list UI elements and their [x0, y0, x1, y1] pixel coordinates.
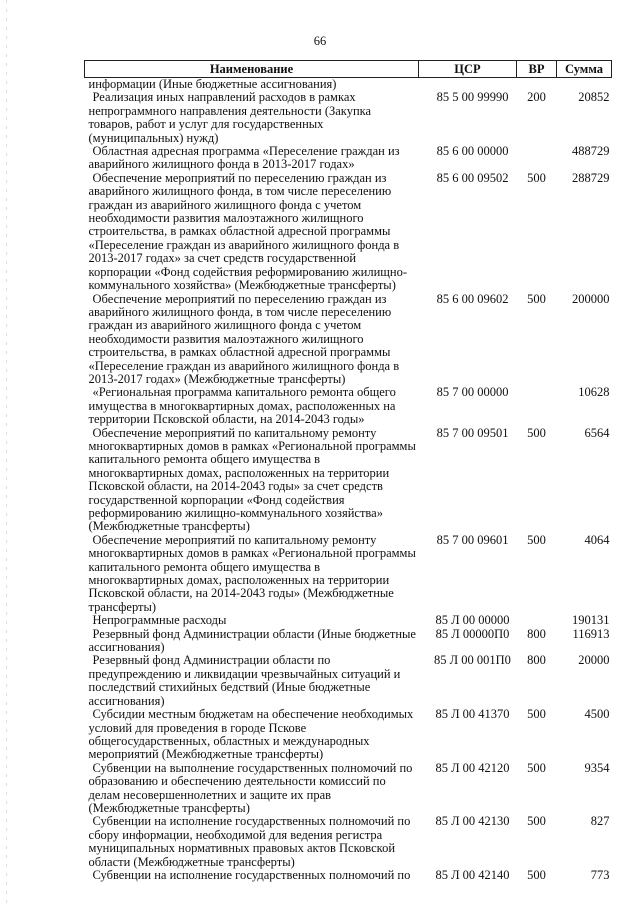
row-csr: 85 7 00 09501 — [436, 425, 509, 440]
row-sum: 10628 — [578, 385, 610, 400]
table-row — [85, 762, 612, 816]
row-csr: 85 5 00 99990 — [436, 90, 509, 105]
table-row — [85, 628, 612, 655]
table-body — [85, 78, 612, 883]
table-row — [85, 386, 612, 426]
row-sum: 488729 — [572, 144, 610, 159]
row-name: Субвенции на исполнение государственных полномочий по — [92, 867, 411, 882]
table-row — [85, 534, 612, 614]
row-name: Непрограммные расходы — [92, 613, 227, 628]
row-csr — [419, 78, 517, 92]
row-sum: 20852 — [578, 90, 610, 105]
row-csr: 85 Л 00 42130 — [435, 814, 510, 829]
row-sum: 827 — [590, 814, 610, 829]
table-row — [85, 293, 612, 387]
table-row — [85, 614, 612, 627]
row-name: «Региональная программа капитального ремонта общего имущества в многоквартирных домах, расположенных на территории Псковской области, на 2014-2043 годы» — [88, 385, 396, 427]
row-sum: 116913 — [572, 626, 610, 641]
table-row — [85, 427, 612, 534]
row-csr: 85 6 00 09602 — [436, 291, 509, 306]
row-sum: 200000 — [572, 291, 610, 306]
row-sum: 9354 — [584, 760, 610, 775]
row-csr: 85 6 00 00000 — [436, 144, 509, 159]
budget-table — [84, 60, 612, 882]
table-header-row — [85, 61, 612, 78]
row-csr: 85 Л 00 41370 — [435, 707, 510, 722]
row-vr: 200 — [527, 90, 546, 105]
row-vr — [517, 386, 557, 426]
row-name: Субсидии местным бюджетам на обеспечение необходимых условий для проведения в городе Пскове общегосударственных, областных и международных мероприятий (Межбюджетные трансферты) — [88, 707, 414, 762]
budget-table-container — [84, 60, 611, 882]
page-number: 66 — [313, 34, 327, 48]
row-vr — [517, 78, 557, 92]
row-sum: 288729 — [572, 170, 610, 185]
header-name: Наименование — [85, 61, 419, 78]
row-vr — [517, 614, 557, 627]
row-name: Обеспечение мероприятий по капитальному ремонту многоквартирных домов в рамках «Региональной программы капитального ремонта общего имущества в многоквартирных домах, расположенных на территории Псковской области, на 2014-2043 годы» (Межбюджетные трансферты) — [88, 532, 416, 614]
table-row — [85, 172, 612, 293]
row-name: информации (Иные бюджетные ассигнования) — [88, 77, 337, 91]
row-csr: 85 Л 00 001П0 — [434, 653, 511, 668]
table-row — [85, 91, 612, 145]
row-sum: 190131 — [572, 613, 610, 628]
row-vr: 500 — [527, 867, 546, 882]
row-vr: 800 — [527, 626, 546, 641]
table-row — [85, 145, 612, 172]
row-vr: 500 — [527, 707, 546, 722]
row-name: Резервный фонд Администрации области (Иные бюджетные ассигнования) — [88, 626, 416, 655]
row-sum — [557, 78, 612, 92]
row-name: Обеспечение мероприятий по капитальному ремонту многоквартирных домов в рамках «Региональной программы капитального ремонта общего имущества в многоквартирных домах, расположенных на территории Псковской области, на 2014-2043 годы» за счет средств государственной корпорации «Фонд содействия реформированию жилищно-коммунального хозяйства» (Межбюджетные трансферты) — [88, 425, 416, 534]
row-vr: 800 — [527, 653, 546, 668]
row-vr: 500 — [527, 814, 546, 829]
row-csr: 85 Л 00 00000 — [435, 613, 510, 628]
table-row — [85, 708, 612, 762]
row-csr: 85 7 00 00000 — [436, 385, 509, 400]
table-row — [85, 78, 612, 92]
row-name: Обеспечение мероприятий по переселению граждан из аварийного жилищного фонда, в том числе переселению граждан из аварийного жилищного фонда с учетом необходимости развития малоэтажного жилищного строительства, в рамках областной адресной программы «Переселение граждан из аварийного жилищного фонда в 2013-2017 годах» за счет средств государственной корпорации «Фонд содействия реформированию жилищно-коммунального хозяйства» (Межбюджетные трансферты) — [88, 170, 407, 293]
table-row — [85, 869, 612, 882]
row-vr: 500 — [527, 170, 546, 185]
row-vr: 500 — [527, 291, 546, 306]
row-csr: 85 Л 00 42140 — [435, 867, 510, 882]
row-vr: 500 — [527, 532, 546, 547]
row-csr: 85 Л 00 42120 — [435, 760, 510, 775]
scan-edge — [6, 0, 7, 905]
row-sum: 773 — [590, 867, 610, 882]
row-sum: 20000 — [578, 653, 610, 668]
row-name: Субвенции на выполнение государственных полномочий по образованию и обеспечению деятельности комиссий по делам несовершеннолетних и защите их прав (Межбюджетные трансферты) — [88, 760, 413, 815]
row-name: Резервный фонд Администрации области по предупреждению и ликвидации чрезвычайных ситуаций и последствий стихийных бедствий (Иные бюджетные ассигнования) — [88, 653, 401, 708]
table-row — [85, 815, 612, 869]
row-name: Субвенции на исполнение государственных полномочий по сбору информации, необходимой для ведения регистра муниципальных нормативных правовых актов Псковской области (Межбюджетные трансферты) — [88, 814, 411, 869]
row-csr: 85 7 00 09601 — [436, 532, 509, 547]
row-name: Обеспечение мероприятий по переселению граждан из аварийного жилищного фонда, в том числе переселению граждан из аварийного жилищного фонда с учетом необходимости развития малоэтажного жилищного строительства, в рамках областной адресной программы «Переселение граждан из аварийного жилищного фонда в 2013-2017 годах» (Межбюджетные трансферты) — [88, 291, 400, 386]
row-csr: 85 6 00 09502 — [436, 170, 509, 185]
row-name: Реализация иных направлений расходов в рамках непрограммного направления деятельности (Закупка товаров, работ и услуг для государственных (муниципальных) нужд) — [88, 90, 372, 145]
row-sum: 6564 — [584, 425, 610, 440]
row-sum: 4064 — [584, 532, 610, 547]
row-name: Областная адресная программа «Переселение граждан из аварийного жилищного фонда в 2013-2017 годах» — [88, 144, 400, 172]
row-vr: 500 — [527, 760, 546, 775]
header-vr: ВР — [517, 61, 557, 78]
table-row — [85, 654, 612, 708]
header-sum: Сумма — [557, 61, 612, 78]
row-vr — [517, 145, 557, 172]
row-csr: 85 Л 00000П0 — [435, 626, 510, 641]
row-sum: 4500 — [584, 707, 610, 722]
row-vr: 500 — [527, 425, 546, 440]
header-csr: ЦСР — [419, 61, 517, 78]
